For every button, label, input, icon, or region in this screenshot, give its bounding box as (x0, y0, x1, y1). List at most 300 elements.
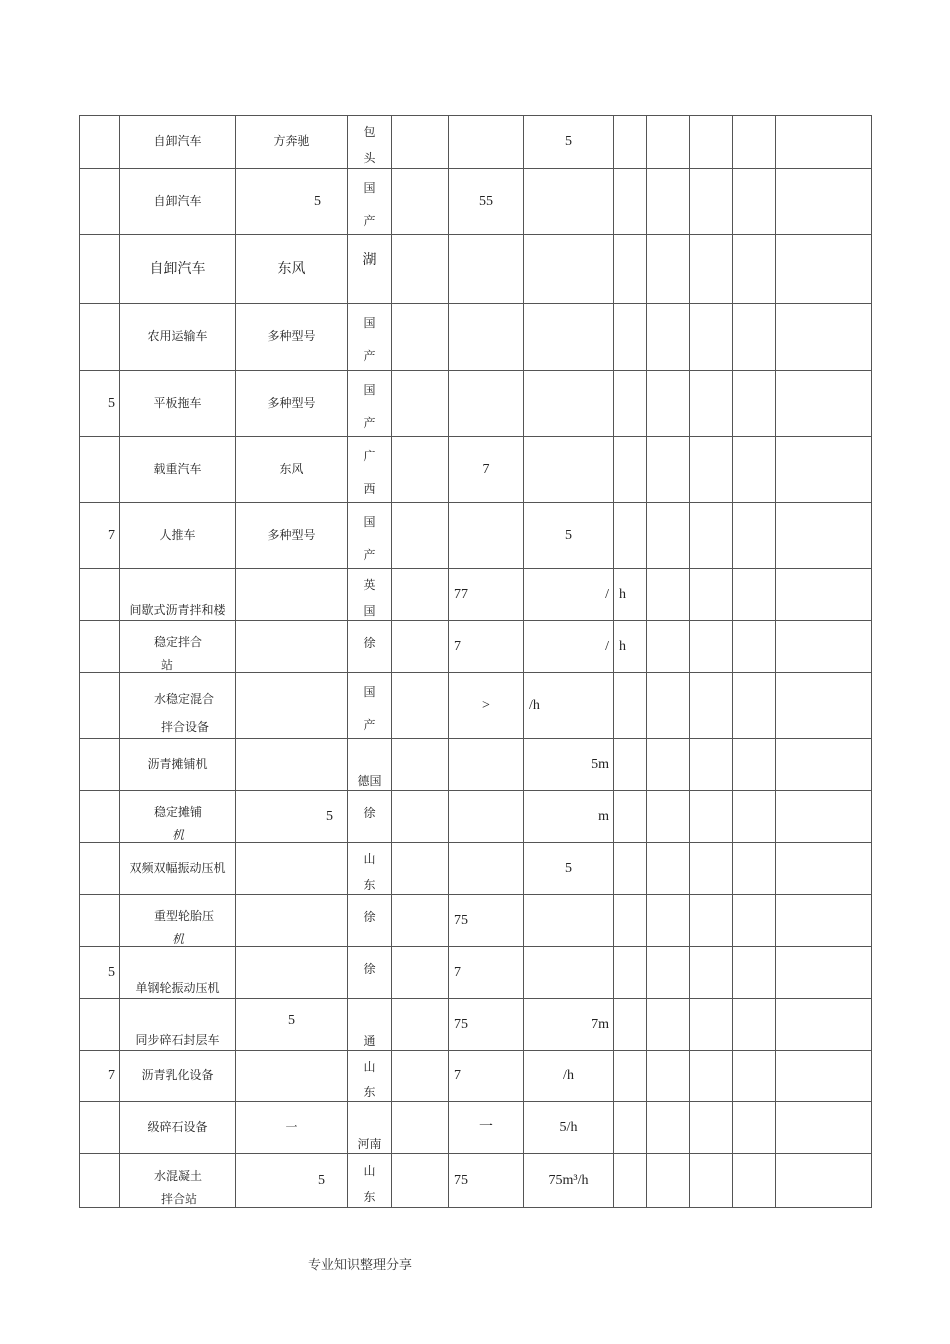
model-text: 多种型号 (267, 396, 316, 410)
table-cell (392, 371, 449, 437)
origin-text: 山 (363, 1164, 376, 1178)
table-row (80, 235, 872, 304)
table-cell (733, 569, 776, 621)
table-cell (614, 169, 647, 235)
table-cell (236, 673, 348, 739)
table-cell (733, 621, 776, 673)
table-cell (236, 621, 348, 673)
table-cell (392, 843, 449, 895)
model-text: 东风 (279, 462, 304, 476)
equipment-name: 农用运输车 (147, 329, 208, 343)
table-cell (733, 739, 776, 791)
origin-text: 国 (363, 181, 376, 195)
table-row (80, 503, 872, 569)
origin-text: 广 (363, 449, 376, 463)
table-cell (690, 169, 733, 235)
table-cell (614, 621, 647, 673)
table-cell (733, 1102, 776, 1154)
table-cell (80, 843, 120, 895)
table-cell (236, 1154, 348, 1208)
value-text: / (605, 587, 609, 602)
table-cell (236, 437, 348, 503)
table-cell (348, 947, 392, 999)
table-cell (392, 116, 449, 169)
equipment-name: 人推车 (159, 528, 196, 542)
origin-text: 东 (363, 878, 376, 892)
table-cell (392, 503, 449, 569)
table-cell (120, 843, 236, 895)
value-text: > (482, 698, 490, 713)
origin-text: 湖 (362, 252, 377, 268)
table-cell (690, 304, 733, 371)
origin-text: 山 (363, 852, 376, 866)
table-cell (449, 673, 524, 739)
table-cell (776, 1051, 872, 1102)
table-cell (348, 437, 392, 503)
table-cell (236, 569, 348, 621)
equipment-name: 自卸汽车 (149, 261, 206, 277)
value-text: 7 (454, 639, 461, 654)
table-cell (614, 437, 647, 503)
table-cell (449, 304, 524, 371)
table-cell (80, 739, 120, 791)
table-cell (614, 739, 647, 791)
table-cell (647, 1154, 690, 1208)
table-cell (392, 999, 449, 1051)
table-cell (776, 235, 872, 304)
unit-text: h (619, 587, 626, 602)
model-text: 多种型号 (267, 528, 316, 542)
table-cell (236, 999, 348, 1051)
table-cell (690, 371, 733, 437)
table-cell (614, 947, 647, 999)
table-cell (776, 739, 872, 791)
table-cell (614, 895, 647, 947)
table-cell (776, 895, 872, 947)
value-text: 75m³/h (548, 1173, 589, 1188)
table-row (80, 673, 872, 739)
equipment-name: 水稳定混合 (154, 692, 215, 706)
table-row (80, 1154, 872, 1208)
unit-text: h (619, 639, 626, 654)
table-cell (392, 673, 449, 739)
table-cell (80, 235, 120, 304)
table-cell (733, 116, 776, 169)
table-cell (647, 116, 690, 169)
table-cell (80, 116, 120, 169)
table-cell (449, 1102, 524, 1154)
table-cell (524, 169, 614, 235)
value-text: 77 (454, 587, 468, 602)
table-row (80, 895, 872, 947)
table-cell (449, 1051, 524, 1102)
equipment-name: 拌合设备 (161, 720, 210, 734)
table-cell (776, 843, 872, 895)
table-cell (690, 999, 733, 1051)
table-cell (776, 621, 872, 673)
table-cell (776, 503, 872, 569)
origin-text: 产 (363, 416, 376, 430)
table-cell (524, 1102, 614, 1154)
table-row (80, 947, 872, 999)
table-cell (236, 791, 348, 843)
table-cell (614, 999, 647, 1051)
table-cell (392, 1154, 449, 1208)
table-cell (524, 503, 614, 569)
equipment-name: 载重汽车 (153, 462, 202, 476)
table-cell (348, 621, 392, 673)
table-cell (647, 739, 690, 791)
table-cell (524, 569, 614, 621)
table-cell (449, 895, 524, 947)
origin-text: 东 (363, 1190, 376, 1204)
origin-text: 国 (363, 515, 376, 529)
table-cell (647, 437, 690, 503)
table-cell (120, 569, 236, 621)
row-number: 5 (108, 396, 115, 411)
origin-text: 国 (363, 383, 376, 397)
value-text: 一 (479, 1120, 493, 1135)
table-cell (524, 843, 614, 895)
table-cell (120, 999, 236, 1051)
table-cell (733, 503, 776, 569)
equipment-name: 水混凝土 (154, 1169, 203, 1183)
table-cell (647, 503, 690, 569)
table-cell (120, 437, 236, 503)
table-cell (524, 304, 614, 371)
value-text: 5 (565, 528, 572, 543)
equipment-name: 同步碎石封层车 (135, 1033, 220, 1047)
equipment-name: 双频双幅振动压机 (129, 861, 226, 875)
table-row (80, 739, 872, 791)
table-cell (690, 621, 733, 673)
table-cell (776, 673, 872, 739)
origin-text: 西 (363, 482, 376, 496)
value-text: /h (563, 1068, 574, 1083)
table-cell (733, 1154, 776, 1208)
origin-text: 产 (363, 214, 376, 228)
table-cell (690, 1102, 733, 1154)
table-cell (120, 169, 236, 235)
table-cell (690, 895, 733, 947)
equipment-name: 单钢轮振动压机 (135, 981, 220, 995)
table-cell (120, 1102, 236, 1154)
table-cell (120, 116, 236, 169)
table-cell (80, 1154, 120, 1208)
model-text: 5 (318, 1173, 325, 1188)
table-cell (348, 569, 392, 621)
table-cell (236, 739, 348, 791)
model-text: 5 (314, 194, 321, 209)
table-cell (690, 235, 733, 304)
table-cell (690, 791, 733, 843)
table-cell (80, 1102, 120, 1154)
table-cell (690, 116, 733, 169)
table-cell (236, 304, 348, 371)
table-cell (449, 621, 524, 673)
table-cell (348, 116, 392, 169)
value-text: 75 (454, 1173, 468, 1188)
equipment-name: 拌合站 (161, 1192, 198, 1206)
table-cell (690, 1051, 733, 1102)
table-cell (236, 1102, 348, 1154)
table-cell (348, 235, 392, 304)
table-cell (236, 895, 348, 947)
table-cell (614, 235, 647, 304)
table-cell (392, 947, 449, 999)
table-cell (236, 235, 348, 304)
origin-text: 山 (363, 1060, 376, 1074)
table-cell (776, 304, 872, 371)
equipment-name: 沥青乳化设备 (141, 1068, 214, 1082)
table-cell (647, 1102, 690, 1154)
table-cell (776, 371, 872, 437)
model-text: 5 (326, 809, 333, 824)
table-cell (524, 895, 614, 947)
table-cell (524, 116, 614, 169)
table-cell (120, 895, 236, 947)
table-cell (348, 673, 392, 739)
table-cell (647, 843, 690, 895)
origin-text: 国 (363, 685, 376, 699)
table-cell (236, 1051, 348, 1102)
row-number: 7 (108, 528, 115, 543)
table-cell (449, 235, 524, 304)
table-cell (392, 895, 449, 947)
table-cell (348, 169, 392, 235)
table-cell (776, 569, 872, 621)
value-text: 7 (482, 462, 490, 477)
table-cell (120, 621, 236, 673)
equipment-name: 间歇式沥青拌和楼 (129, 603, 226, 617)
table-cell (449, 437, 524, 503)
table-cell (524, 1051, 614, 1102)
table-cell (614, 569, 647, 621)
table-cell (392, 169, 449, 235)
table-cell (733, 673, 776, 739)
value-text: 7 (454, 965, 461, 980)
table-cell (614, 304, 647, 371)
table-cell (80, 437, 120, 503)
table-cell (449, 569, 524, 621)
table-cell (614, 116, 647, 169)
table-cell (524, 1154, 614, 1208)
table-cell (776, 169, 872, 235)
table-cell (449, 169, 524, 235)
table-cell (449, 503, 524, 569)
table-cell (524, 235, 614, 304)
table-cell (348, 843, 392, 895)
origin-text: 东 (363, 1085, 376, 1099)
table-cell (80, 673, 120, 739)
value-text: 7 (454, 1068, 461, 1083)
table-cell (392, 304, 449, 371)
origin-text: 徐 (363, 636, 376, 650)
table-cell (449, 999, 524, 1051)
table-cell (733, 235, 776, 304)
table-cell (776, 791, 872, 843)
origin-text: 徐 (363, 910, 376, 924)
table-cell (733, 843, 776, 895)
value-text: 7m (591, 1017, 609, 1032)
table-cell (392, 791, 449, 843)
table-cell (236, 843, 348, 895)
model-text: 多种型号 (267, 329, 316, 343)
table-cell (120, 503, 236, 569)
table-row (80, 999, 872, 1051)
table-cell (524, 371, 614, 437)
table-cell (733, 304, 776, 371)
table-cell (524, 739, 614, 791)
equipment-name: 平板拖车 (153, 396, 202, 410)
table-cell (524, 621, 614, 673)
table-cell (733, 169, 776, 235)
table-row (80, 116, 872, 169)
table-cell (80, 621, 120, 673)
table-cell (690, 503, 733, 569)
table-cell (120, 1051, 236, 1102)
row-number: 5 (108, 965, 115, 980)
table-row (80, 371, 872, 437)
value-text: 75 (454, 913, 468, 928)
table-cell (733, 947, 776, 999)
table-cell (614, 1154, 647, 1208)
equipment-name: 机 (172, 932, 185, 946)
table-row (80, 791, 872, 843)
table-cell (647, 673, 690, 739)
table-cell (449, 791, 524, 843)
table-cell (524, 999, 614, 1051)
origin-text: 德国 (357, 774, 382, 788)
table-cell (348, 739, 392, 791)
table-row (80, 843, 872, 895)
table-cell (80, 304, 120, 371)
value-text: /h (529, 698, 540, 713)
table-cell (120, 791, 236, 843)
origin-text: 英 (363, 578, 376, 592)
table-cell (120, 304, 236, 371)
value-text: m (598, 809, 609, 824)
table-cell (614, 1102, 647, 1154)
table-cell (733, 1051, 776, 1102)
table-cell (120, 947, 236, 999)
table-cell (776, 116, 872, 169)
table-cell (647, 791, 690, 843)
table-row (80, 304, 872, 371)
table-cell (392, 437, 449, 503)
table-cell (348, 1154, 392, 1208)
table-cell (80, 569, 120, 621)
equipment-name: 稳定摊铺 (154, 805, 203, 819)
table-cell (524, 437, 614, 503)
table-row (80, 1051, 872, 1102)
equipment-name: 级碎石设备 (147, 1120, 208, 1134)
table-cell (733, 895, 776, 947)
table-cell (647, 304, 690, 371)
table-cell (80, 999, 120, 1051)
table-cell (647, 621, 690, 673)
origin-text: 产 (363, 718, 376, 732)
table-cell (236, 947, 348, 999)
table-row (80, 569, 872, 621)
table-cell (647, 235, 690, 304)
table-cell (776, 999, 872, 1051)
table-cell (236, 503, 348, 569)
table-cell (647, 999, 690, 1051)
table-cell (647, 895, 690, 947)
table-cell (690, 843, 733, 895)
model-text: 东风 (277, 261, 306, 277)
table-row (80, 621, 872, 673)
table-cell (120, 371, 236, 437)
table-cell (776, 1154, 872, 1208)
equipment-name: 自卸汽车 (153, 194, 202, 208)
value-text: 5 (565, 134, 572, 149)
table-row (80, 1102, 872, 1154)
table-cell (120, 1154, 236, 1208)
table-cell (348, 503, 392, 569)
table-cell (392, 621, 449, 673)
table-cell (733, 371, 776, 437)
table-cell (524, 791, 614, 843)
equipment-table (79, 115, 872, 1208)
footer-text: 专业知识整理分享 (308, 1258, 413, 1273)
table-cell (690, 739, 733, 791)
table-cell (733, 999, 776, 1051)
table-cell (120, 739, 236, 791)
table-cell (690, 569, 733, 621)
table-cell (449, 371, 524, 437)
origin-text: 国 (363, 316, 376, 330)
table-cell (348, 1102, 392, 1154)
origin-text: 河南 (357, 1137, 382, 1151)
table-cell (449, 947, 524, 999)
table-body (80, 116, 872, 1208)
model-text: 一 (285, 1120, 298, 1134)
table-cell (236, 371, 348, 437)
table-cell (80, 503, 120, 569)
table-cell (614, 503, 647, 569)
table-cell (392, 569, 449, 621)
equipment-name: 重型轮胎压 (154, 909, 215, 923)
table-cell (647, 169, 690, 235)
table-cell (690, 673, 733, 739)
table-cell (80, 371, 120, 437)
table-cell (392, 1051, 449, 1102)
table-cell (392, 739, 449, 791)
value-text: 55 (479, 194, 493, 209)
table-cell (647, 947, 690, 999)
model-text: 5 (288, 1013, 295, 1028)
value-text: / (605, 639, 609, 654)
origin-text: 产 (363, 349, 376, 363)
origin-text: 徐 (363, 962, 376, 976)
equipment-name: 站 (161, 658, 174, 672)
table-cell (348, 304, 392, 371)
table-cell (733, 791, 776, 843)
table-cell (647, 569, 690, 621)
origin-text: 徐 (363, 806, 376, 820)
table-cell (80, 1051, 120, 1102)
table-cell (348, 895, 392, 947)
model-text: 方奔驰 (273, 134, 310, 148)
table-cell (449, 739, 524, 791)
origin-text: 产 (363, 548, 376, 562)
table-cell (80, 947, 120, 999)
table-cell (776, 947, 872, 999)
equipment-name: 沥青摊铺机 (147, 757, 208, 771)
table-cell (80, 895, 120, 947)
